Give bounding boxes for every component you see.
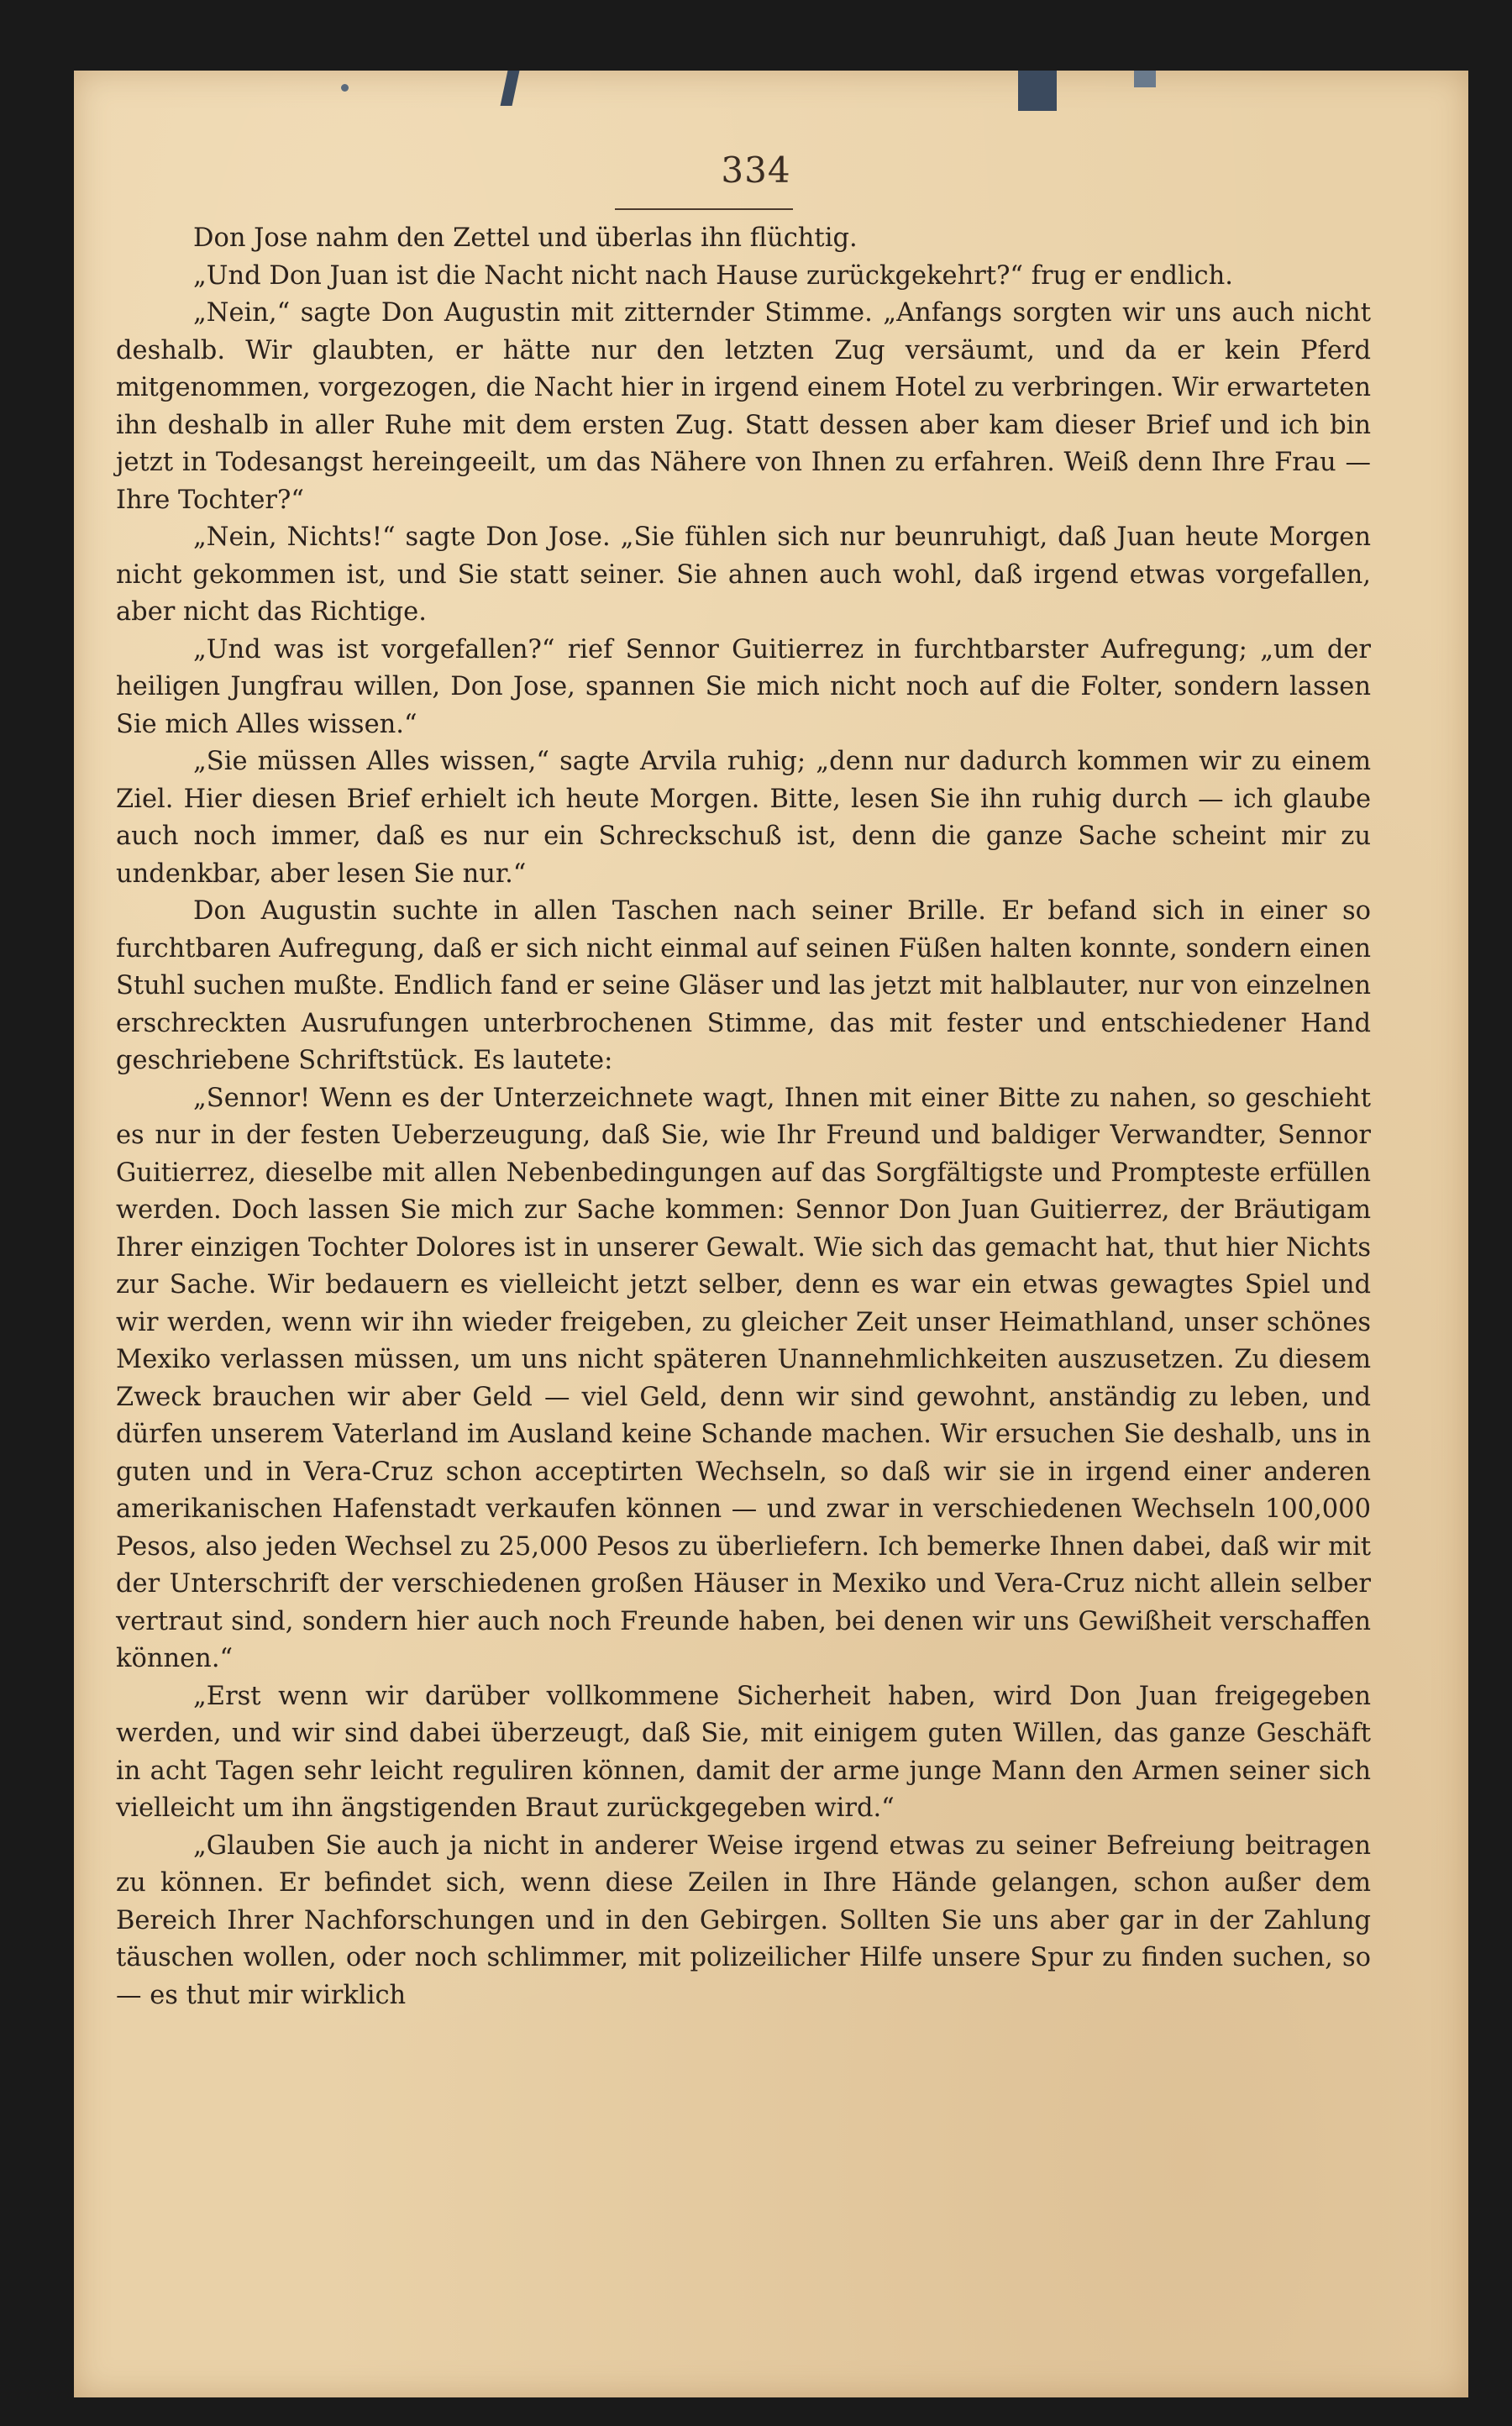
binding-mark xyxy=(501,71,520,106)
binding-mark xyxy=(341,84,349,92)
paragraph: „Sie müssen Alles wissen,“ sagte Arvila ruhig; „denn nur dadurch kommen wir zu einem Ziel. Hier diesen Brief erhielt ich heute Morgen. Bitte, lesen Sie ihn ruhig durch — ich glaube auch noch immer, daß es nur ein Schreckschuß ist, denn die ganze Sache scheint mir zu undenkbar, aber lesen Sie nur.“ xyxy=(116,747,1371,889)
paragraph: Don Jose nahm den Zettel und überlas ihn flüchtig. xyxy=(193,223,858,253)
binding-mark xyxy=(1134,71,1156,87)
paragraph: Don Augustin suchte in allen Taschen nach seiner Brille. Er befand sich in einer so furchtbaren Aufregung, daß er sich nicht einmal auf seinen Füßen halten konnte, sondern einen Stuhl suchen mußte. Endlich fand er seine Gläser und las jetzt mit halblauter, nur von einzelnen erschreckten Ausrufungen unterbrochenen Stimme, das mit fester und entschiedener Hand geschriebene Schriftstück. Es lautete: xyxy=(116,896,1371,1075)
body-text xyxy=(116,220,1371,2014)
paragraph: „Nein,“ sagte Don Augustin mit zitternder Stimme. „Anfangs sorgten wir uns auch nicht deshalb. Wir glaubten, er hätte nur den letzten Zug versäumt, und da er kein Pferd mitgenommen, vorgezogen, die Nacht hier in irgend einem Hotel zu verbringen. Wir erwarteten ihn deshalb in aller Ruhe mit dem ersten Zug. Statt dessen aber kam dieser Brief und ich bin jetzt in Todesangst hereingeeilt, um das Nähere von Ihnen zu erfahren. Weiß denn Ihre Frau — Ihre Tochter?“ xyxy=(116,298,1371,515)
paragraph: „Und Don Juan ist die Nacht nicht nach Hause zurückgekehrt?“ frug er endlich. xyxy=(193,260,1233,291)
page-number: 334 xyxy=(721,150,791,191)
paragraph: „Glauben Sie auch ja nicht in anderer Weise irgend etwas zu seiner Befreiung beitragen zu können. Er befindet sich, wenn diese Zeilen in Ihre Hände gelangen, schon außer dem Bereich Ihrer Nachforschungen und in den Gebirgen. Sollten Sie uns aber gar in der Zahlung täuschen wollen, oder noch schlimmer, mit polizeilicher Hilfe unsere Spur zu finden suchen, so — es thut mir wirklich xyxy=(116,1830,1371,2010)
paragraph: „Nein, Nichts!“ sagte Don Jose. „Sie fühlen sich nur beunruhigt, daß Juan heute Morgen nicht gekommen ist, und Sie statt seiner. Sie ahnen auch wohl, daß irgend etwas vorgefallen, aber nicht das Richtige. xyxy=(116,522,1371,627)
paragraph: „Und was ist vorgefallen?“ rief Sennor Guitierrez in furchtbarster Aufregung; „um der heiligen Jungfrau willen, Don Jose, spannen Sie mich nicht noch auf die Folter, sondern lassen Sie mich Alles wissen.“ xyxy=(116,634,1371,739)
binding-mark xyxy=(1018,71,1057,111)
page-number-rule xyxy=(615,208,793,210)
paragraph: „Sennor! Wenn es der Unterzeichnete wagt, Ihnen mit einer Bitte zu nahen, so geschieht es nur in der festen Ueberzeugung, daß Sie, wie Ihr Freund und baldiger Verwandter, Sennor Guitierrez, dieselbe mit allen Nebenbedingungen auf das Sorgfältigste und Prompteste erfüllen werden. Doch lassen Sie mich zur Sache kommen: Sennor Don Juan Guitierrez, der Bräutigam Ihrer einzigen Tochter Dolores ist in unserer Gewalt. Wie sich das gemacht hat, thut hier Nichts zur Sache. Wir bedauern es vielleicht jetzt selber, denn es war ein etwas gewagtes Spiel und wir werden, wenn wir ihn wieder freigeben, zu gleicher Zeit unser Heimathland, unser schönes Mexiko verlassen müssen, um uns nicht späteren Unannehmlichkeiten auszusetzen. Zu diesem Zweck brauchen wir aber Geld — viel Geld, denn wir sind gewohnt, anständig zu leben, und dürfen unserem Vaterland im Ausland keine Schande machen. Wir ersuchen Sie deshalb, uns in guten und in Vera-Cruz schon acceptirten Wechseln, so daß wir sie in irgend einer anderen amerikanischen Hafenstadt verkaufen können — und zwar in verschiedenen Wechseln 100,000 Pesos, also jeden Wechsel zu 25,000 Pesos zu überliefern. Ich bemerke Ihnen dabei, daß wir mit der Unterschrift der verschiedenen großen Häuser in Mexiko und Vera-Cruz nicht allein selber vertraut sind, sondern hier auch noch Freunde haben, bei denen wir uns Gewißheit verschaffen können.“ xyxy=(116,1083,1371,1673)
paragraph: „Erst wenn wir darüber vollkommene Sicherheit haben, wird Don Juan freigegeben werden, und wir sind dabei überzeugt, daß Sie, mit einigem guten Willen, das ganze Geschäft in acht Tagen sehr leicht reguliren können, damit der arme junge Mann den Armen seiner sich vielleicht um ihn ängstigenden Braut zurückgegeben wird.“ xyxy=(116,1681,1371,1823)
